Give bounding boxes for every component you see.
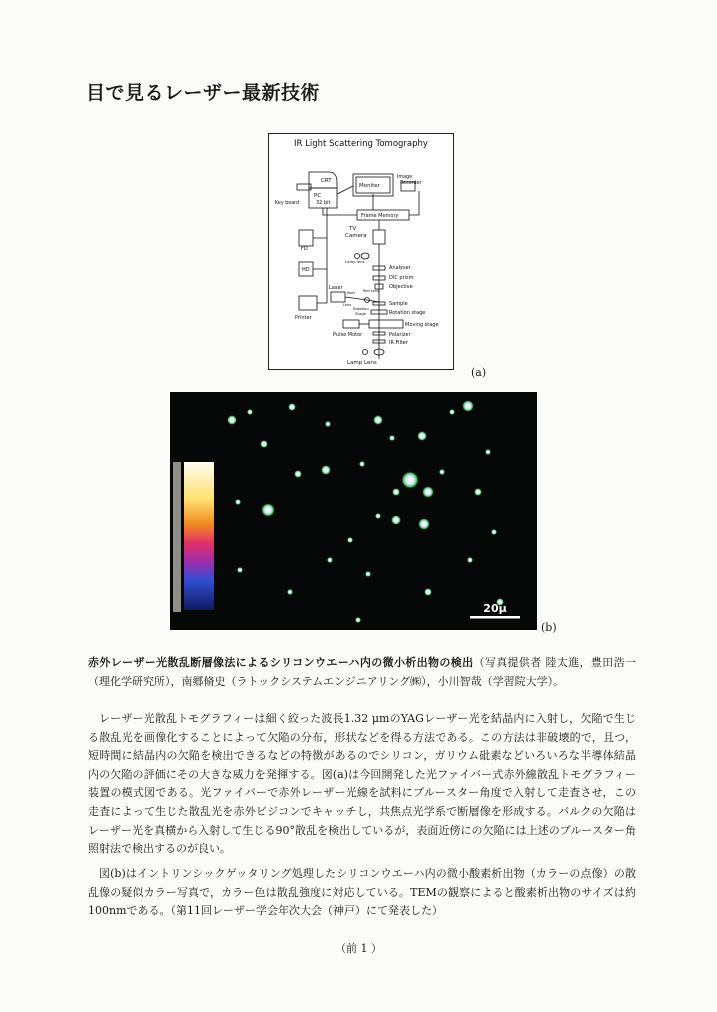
lamp-lens-label: Lamp Lens [347, 360, 377, 366]
printer-label: Printer [295, 315, 312, 321]
rotation-small-label-2: Stage [355, 311, 366, 316]
rotation-small-label-1: Rotation [353, 306, 369, 311]
spot [288, 403, 296, 411]
top-lamp [355, 254, 360, 259]
dic-prism-label: DIC prism [389, 275, 414, 281]
crt-label: CRT [321, 178, 332, 184]
spot [439, 469, 445, 475]
spot [474, 488, 482, 496]
pulse-motor-label: Pulse Motor [333, 332, 363, 338]
recorder-label-1: Image [397, 175, 413, 180]
analyser-label: Analyser [389, 265, 411, 271]
hd-label: HD [302, 267, 310, 273]
spot [247, 409, 253, 415]
spot [355, 617, 361, 623]
lamp-lens-small-label: Lamp lens [345, 259, 365, 264]
frame-memory-label: Frame Memory [361, 213, 399, 219]
spot [227, 415, 237, 425]
camera-label: Camera [345, 233, 367, 239]
caption-body: （写真提供者 陸太進，豊田浩一（理化学研究所），南郷脩史（ラトックシステムエンジニアリング㈱），小川智哉（学習院大学）。 [88, 656, 637, 688]
laser-path [345, 297, 379, 302]
spot [418, 518, 430, 530]
figure-b-label: (b) [541, 621, 557, 634]
spot [327, 557, 333, 563]
spot [467, 557, 473, 563]
color-scale-bar [184, 462, 214, 610]
fd-label: FD [301, 246, 308, 252]
figure-a-diagram [268, 133, 454, 370]
objective-label: Objective [389, 284, 413, 290]
diagram-svg [269, 134, 453, 369]
spot [235, 499, 241, 505]
line-pc-framememory [323, 208, 357, 215]
spot [237, 567, 243, 573]
spot [391, 515, 401, 525]
spot [325, 421, 331, 427]
diagram-heading: IR Light Scattering Tomography [294, 139, 428, 149]
spot [485, 449, 491, 455]
fd-box [299, 230, 313, 246]
polarizer-label: Polarizer [389, 332, 411, 338]
sample-label: Sample [389, 301, 408, 307]
tv-camera-box [373, 230, 385, 244]
spot [401, 471, 419, 489]
spot [321, 465, 331, 475]
rotation-stage-label: Rotation stage [389, 310, 426, 316]
page-number: （前 1 ） [335, 942, 382, 955]
spot [449, 409, 455, 415]
tv-label: TV [349, 226, 357, 232]
photo-svg [170, 392, 537, 630]
color-scale-edge [173, 462, 181, 612]
red-lens-label: Red Lens [363, 289, 379, 293]
spot [491, 529, 497, 535]
printer-box [299, 296, 317, 310]
monitor-label: Moniter [359, 183, 380, 189]
spot [347, 537, 353, 543]
line-pc-monitor [337, 186, 353, 194]
keyboard-label: Key board [275, 201, 300, 206]
pulse-motor-box [343, 320, 359, 328]
ir-filter-label: IR Filter [389, 340, 408, 346]
spot [359, 461, 365, 467]
figure-caption [88, 654, 636, 691]
spot [373, 415, 383, 425]
bit-label: 32 bit [316, 200, 331, 206]
scale-bar-label: 20μ [483, 602, 507, 615]
pc-label: PC [314, 193, 322, 199]
spot [260, 440, 268, 448]
spot [424, 588, 432, 596]
recorder-label-2: Recorder [400, 181, 422, 186]
spot [389, 435, 395, 441]
figure-a-label: (a) [471, 366, 487, 379]
caption-heading: 赤外レーザー光散乱断層像法によるシリコンウエーハ内の微小析出物の検出 [88, 656, 474, 669]
laser-label: Laser [329, 285, 343, 291]
bottom-lamp [363, 350, 368, 355]
spot [287, 589, 293, 595]
body-paragraph-2: 図(b)はイントリンシックゲッタリング処理したシリコンウエーハ内の微小酸素析出物（カラーの点像）の散乱像の疑似カラー写真で，カラー色は散乱強度に対応している。TEMの観察によると酸素析出物のサイズは約100nmである。（第11回レーザー学会年次大会（神戸）にて発表した） [88, 867, 636, 918]
spot [392, 488, 400, 496]
spot [294, 470, 302, 478]
line-printer [317, 269, 327, 303]
figure-b-photo [170, 392, 537, 630]
line-fd [313, 208, 327, 238]
fiber-label: fiber [347, 291, 356, 295]
spot [417, 431, 427, 441]
line-hd [313, 238, 327, 269]
spot [375, 513, 381, 519]
line-fm-recorder [409, 191, 419, 215]
moving-stage-label: Moving stage [405, 322, 439, 328]
scale-bar [470, 616, 520, 619]
spot [365, 571, 371, 577]
lens-label: Lens [343, 303, 352, 307]
body-paragraph-1: レーザー光散乱トモグラフィーは細く絞った波長1.32 μmのYAGレーザー光を結晶内に入射し，欠陥で生じる散乱光を画像化することによって欠陥の分布，形状などを得る方法である。この方法は非破壊的で，且つ，短時間に結晶内の欠陥を検出できるなどの特徴があるのでシリコン，ガリウム砒素などいろいろな半導体結晶内の欠陥の評価にその大きな威力を発揮する。図(a)は今回開発した光ファイバー式赤外線散乱トモグラフィー装置の模式図である。光ファイバーで赤外レーザー光線を試料にブルースター角度で入射して走査させ，この走査によって生じた散乱光を赤外ビジコンでキャッチし，共焦点光学系で断層像を形成する。バルクの欠陥はレーザー光を真横から入射して生じる90°散乱を検出しているが，表面近傍にの欠陥には上述のブルースター角照射法で検出するのが良い。 [88, 712, 636, 856]
spot [261, 503, 275, 517]
laser-box [331, 292, 345, 302]
moving-stage-element [369, 320, 403, 328]
spot [422, 486, 434, 498]
page-title: 目で見るレーザー最新技術 [86, 82, 321, 104]
spot [462, 400, 474, 412]
